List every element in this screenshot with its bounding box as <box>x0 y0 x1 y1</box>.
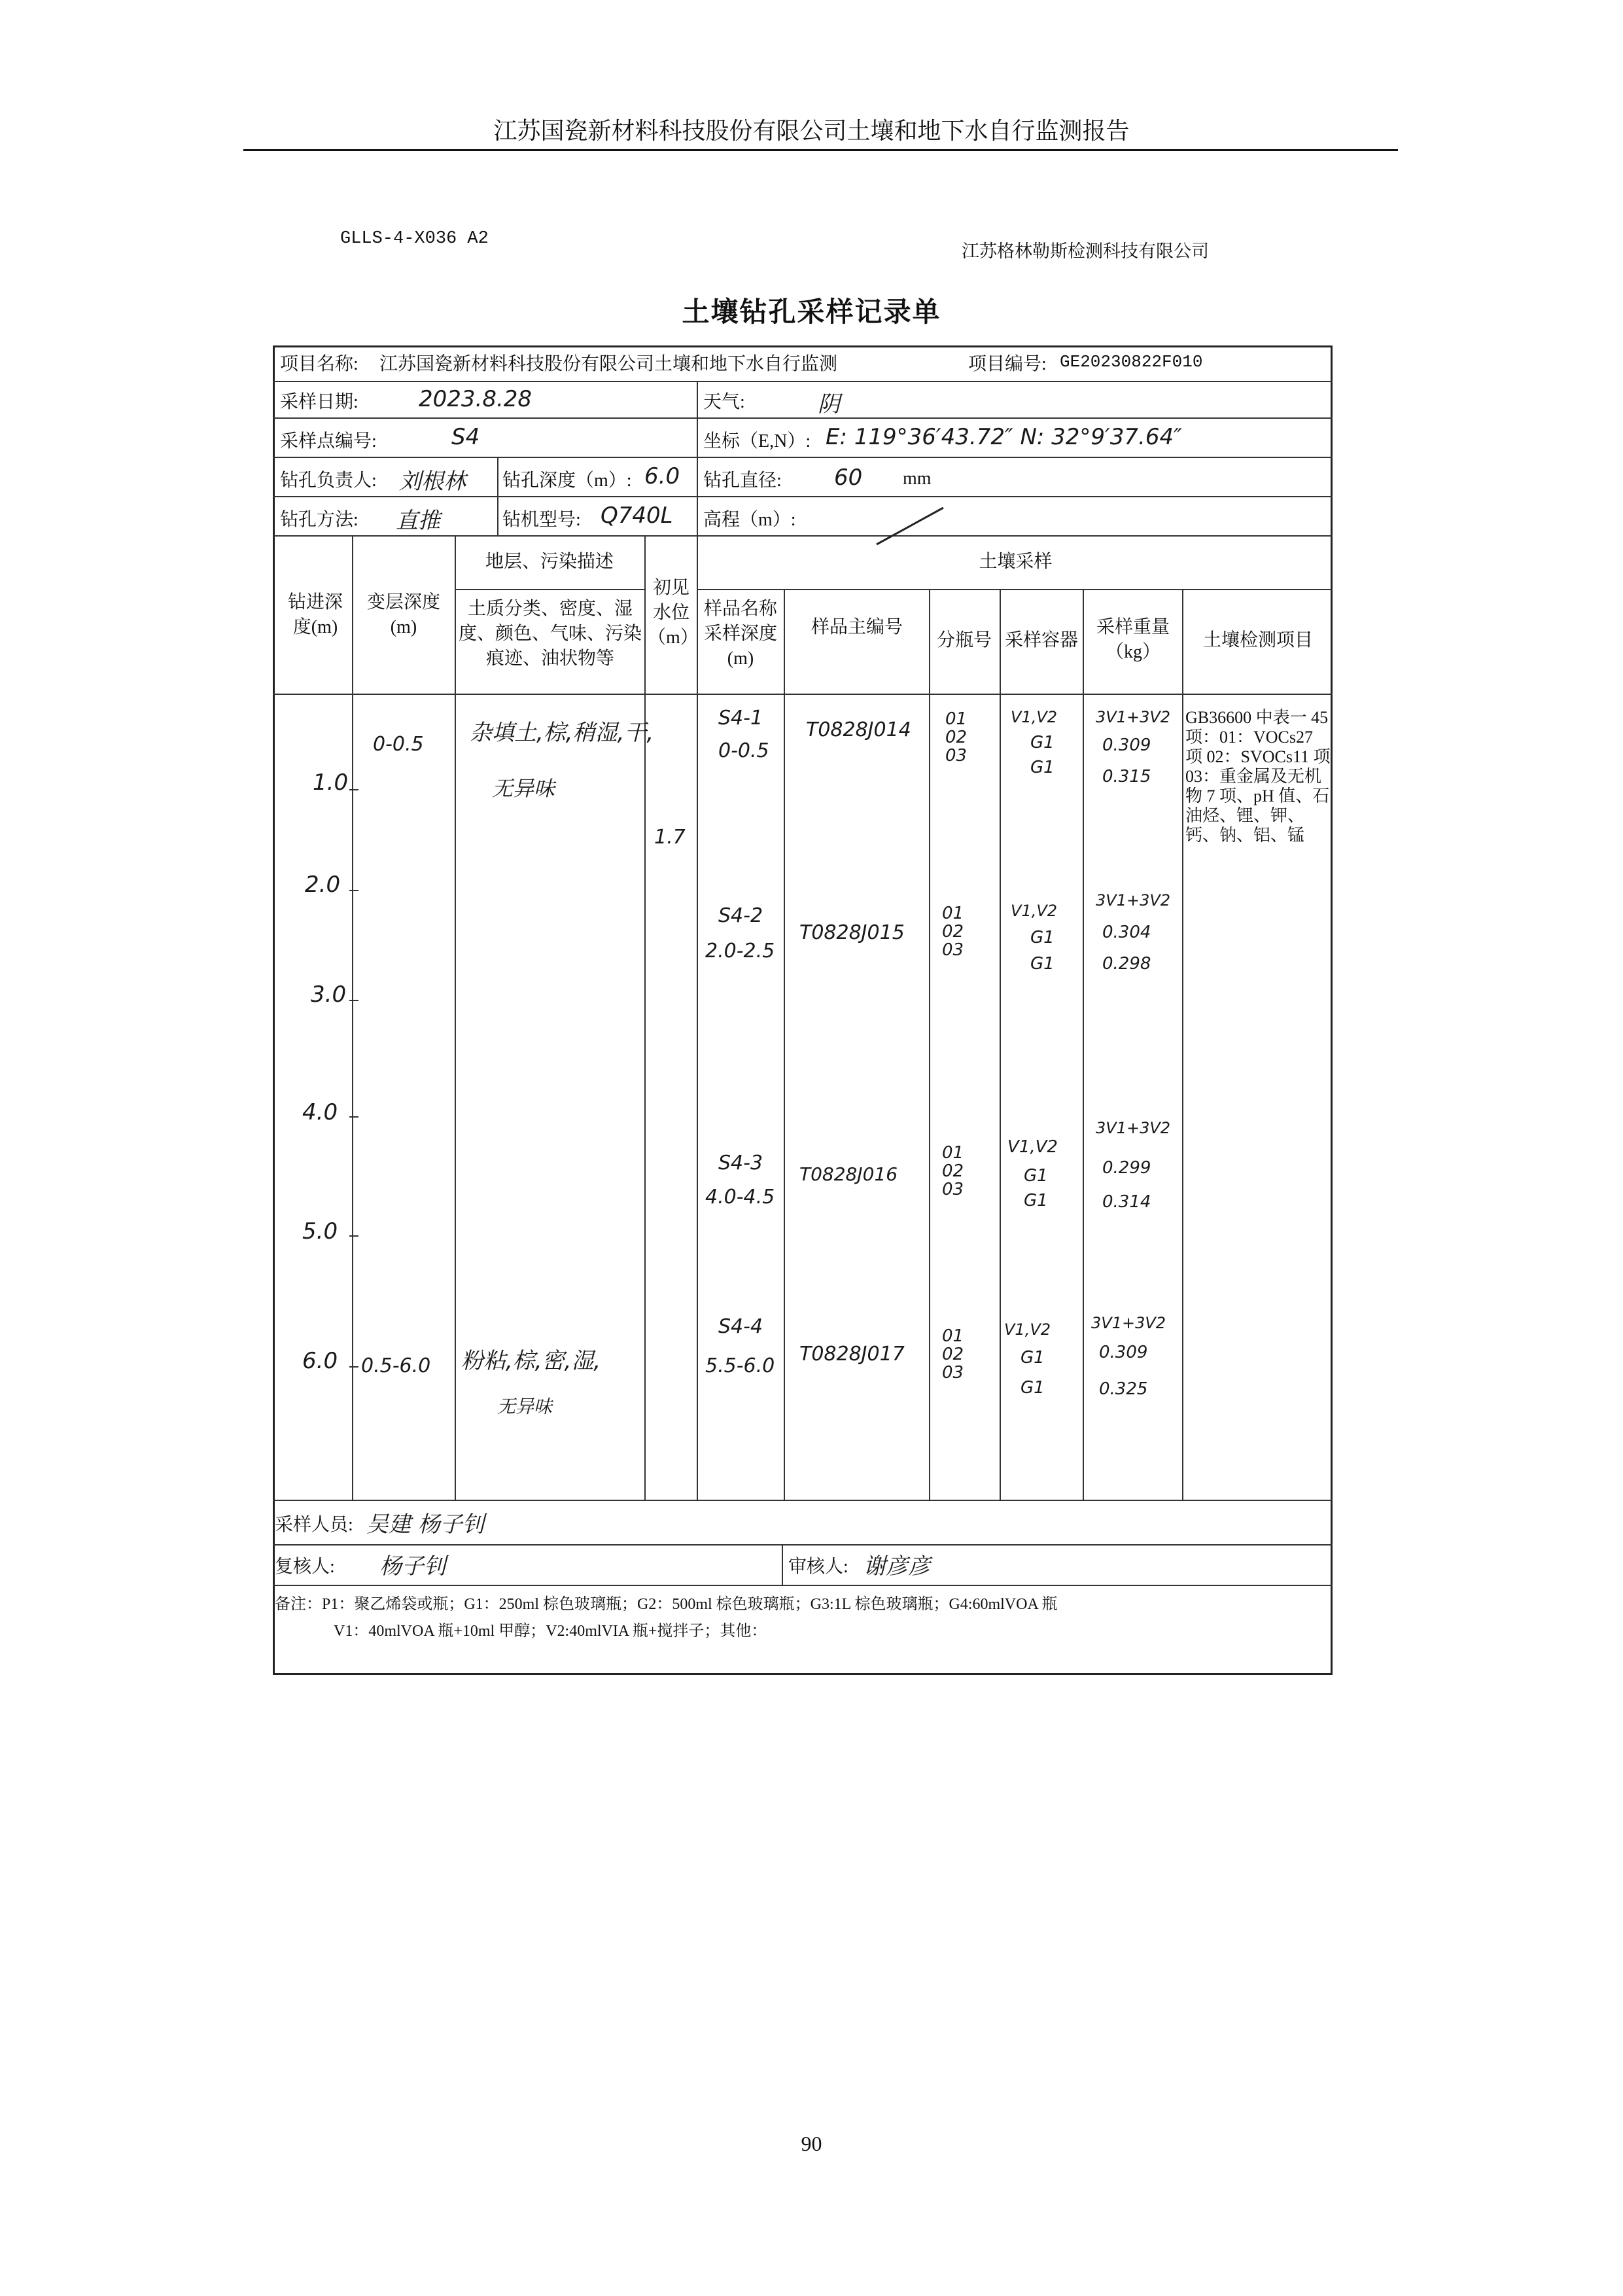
col-line <box>1182 589 1183 1500</box>
row-line <box>273 381 1333 382</box>
form-code: GLLS-4-X036 A2 <box>340 229 489 249</box>
depth-tick: 3.0 <box>311 981 347 1008</box>
weight: 3V1+3V2 <box>1096 1119 1171 1137</box>
col-line <box>929 589 930 1500</box>
col-line <box>497 457 498 535</box>
row-line <box>273 1585 1333 1586</box>
col-strata-desc: 土质分类、密度、湿度、颜色、气味、污染痕迹、油状物等 <box>458 599 642 669</box>
model-label: 钻机型号: <box>502 510 581 530</box>
sample-id: T0828J017 <box>799 1343 905 1366</box>
test-items: GB36600 中表一 45 项：01：VOCs27 项 02：SVOCs11 项 03：重金属及无机物 7 项、pH 值、石油烃、锂、钾、钙、钠、铝、锰 <box>1185 708 1331 845</box>
weight: 3V1+3V2 <box>1096 891 1171 910</box>
bottle-no: 01 <box>942 904 964 923</box>
col-line <box>644 535 646 1500</box>
form-title: 土壤钻孔采样记录单 <box>682 298 941 328</box>
bottle-no: 02 <box>942 922 964 942</box>
container: G1 <box>1030 954 1055 974</box>
depth-tick: 5.0 <box>302 1218 338 1245</box>
col-container: 采样容器 <box>1004 630 1078 650</box>
bottle-no: 01 <box>942 1143 964 1163</box>
weight: 0.314 <box>1102 1192 1151 1212</box>
container: G1 <box>1024 1166 1048 1186</box>
row-line <box>273 1500 1333 1501</box>
layer-desc: 杂填土,棕,稍湿,干, <box>470 720 654 746</box>
sample-name: S4-1 <box>718 707 763 730</box>
weather-value: 阴 <box>818 391 840 417</box>
page-number: 90 <box>801 2132 822 2155</box>
bottle-no: 01 <box>942 1326 964 1346</box>
row-line <box>273 535 1333 537</box>
depth-value: 6.0 <box>644 463 680 489</box>
sample-name: S4-4 <box>718 1315 763 1338</box>
bottle-no: 02 <box>942 1161 964 1181</box>
diameter-label: 钻孔直径: <box>703 470 782 491</box>
col-line <box>1000 589 1001 1500</box>
auditor-label: 审核人: <box>788 1557 848 1577</box>
company-name: 江苏格林勒斯检测科技有限公司 <box>962 241 1209 261</box>
col-drill-depth: 钻进深度(m) <box>287 592 343 637</box>
reviewer: 杨子钊 <box>379 1553 446 1580</box>
container: V1,V2 <box>1011 708 1058 726</box>
layer-range: 0-0.5 <box>373 733 424 756</box>
row-line <box>273 1544 1333 1545</box>
sample-depth: 2.0-2.5 <box>705 940 775 963</box>
weight: 3V1+3V2 <box>1096 708 1171 726</box>
container: V1,V2 <box>1011 902 1058 920</box>
depth-tick: 2.0 <box>305 872 341 898</box>
col-water: 初见水位（m） <box>648 578 699 648</box>
project-name-label: 项目名称: <box>280 354 358 374</box>
bottle-no: 02 <box>945 728 968 747</box>
container: G1 <box>1021 1348 1045 1368</box>
weight: 0.315 <box>1102 767 1151 786</box>
col-strata-group: 地层、污染描述 <box>485 552 614 572</box>
col-line <box>352 535 353 1500</box>
layer-desc: 无异味 <box>497 1396 553 1417</box>
col-line <box>784 589 785 1500</box>
row-line <box>455 589 644 590</box>
col-line <box>697 381 698 535</box>
row-line <box>273 417 1333 419</box>
samplers: 吴建 杨子钊 <box>366 1511 485 1538</box>
container: G1 <box>1030 928 1055 947</box>
elevation-slash <box>870 504 949 550</box>
project-number-label: 项目编号: <box>968 354 1047 374</box>
sampling-date-label: 采样日期: <box>280 392 358 412</box>
row-line <box>273 457 1333 458</box>
sampling-date: 2023.8.28 <box>419 386 532 412</box>
container: V1,V2 <box>1004 1320 1051 1339</box>
depth-tick: 6.0 <box>302 1348 338 1374</box>
sample-depth: 4.0-4.5 <box>705 1186 775 1209</box>
water-level: 1.7 <box>654 826 686 849</box>
reviewer-label: 复核人: <box>275 1557 335 1577</box>
sample-id: T0828J014 <box>806 718 911 741</box>
layer-range: 0.5-6.0 <box>361 1354 431 1377</box>
container: V1,V2 <box>1007 1137 1058 1157</box>
weight: 3V1+3V2 <box>1091 1314 1166 1332</box>
sample-id: T0828J015 <box>799 921 905 944</box>
sampler-label: 采样人员: <box>275 1515 353 1535</box>
weight: 0.325 <box>1099 1379 1148 1399</box>
depth-tick: 1.0 <box>313 769 349 796</box>
bottle-no: 03 <box>942 1363 964 1383</box>
col-line <box>1083 589 1084 1500</box>
layer-desc: 无异味 <box>492 776 555 801</box>
method-value: 直推 <box>396 508 440 534</box>
coord-value: E: 119°36′43.72″ N: 32°9′37.64″ <box>826 424 1182 450</box>
col-weight: 采样重量（kg） <box>1096 617 1170 662</box>
weight: 0.299 <box>1102 1158 1151 1178</box>
col-soil-group: 土壤采样 <box>979 552 1053 572</box>
col-tests: 土壤检测项目 <box>1202 630 1313 650</box>
container: G1 <box>1030 758 1055 777</box>
method-label: 钻孔方法: <box>280 510 358 530</box>
bottle-no: 03 <box>942 1180 964 1199</box>
leader-label: 钻孔负责人: <box>280 470 377 491</box>
elevation-label: 高程（m）: <box>703 510 796 530</box>
page-header: 江苏国瓷新材料科技股份有限公司土壤和地下水自行监测报告 <box>493 118 1130 144</box>
container: G1 <box>1030 733 1055 752</box>
project-name: 江苏国瓷新材料科技股份有限公司土壤和地下水自行监测 <box>379 354 838 374</box>
col-line <box>782 1544 783 1585</box>
notes-line-2: V1：40mlVOA 瓶+10ml 甲醇；V2:40mlVIA 瓶+搅拌子；其他： <box>334 1623 767 1640</box>
bottle-no: 01 <box>945 709 968 729</box>
point-value: S4 <box>451 424 480 450</box>
model-value: Q740L <box>601 503 673 529</box>
col-line <box>455 535 456 1500</box>
diameter-value: 60 <box>834 465 863 491</box>
col-layer-depth: 变层深度(m) <box>366 592 440 637</box>
header-rule <box>243 149 1398 151</box>
row-line <box>697 589 1333 590</box>
col-bottle: 分瓶号 <box>936 630 992 650</box>
col-line <box>697 535 698 1500</box>
sample-depth: 5.5-6.0 <box>705 1354 775 1377</box>
weight: 0.309 <box>1099 1343 1148 1362</box>
col-sample-id: 样品主编号 <box>811 617 903 637</box>
weight: 0.298 <box>1102 954 1151 974</box>
weight: 0.304 <box>1102 923 1151 942</box>
bottle-no: 02 <box>942 1345 964 1364</box>
weight: 0.309 <box>1102 735 1151 755</box>
auditor: 谢彦彦 <box>864 1553 930 1580</box>
depth-label: 钻孔深度（m）: <box>502 470 632 491</box>
col-sample-name: 样品名称采样深度(m) <box>703 599 777 669</box>
sample-depth: 0-0.5 <box>718 739 769 762</box>
bottle-no: 03 <box>945 746 968 766</box>
bottle-no: 03 <box>942 940 964 960</box>
diameter-unit: mm <box>903 468 932 489</box>
container: G1 <box>1021 1378 1045 1398</box>
point-label: 采样点编号: <box>280 431 377 451</box>
weather-label: 天气: <box>703 392 745 412</box>
notes-line-1: 备注：P1：聚乙烯袋或瓶；G1：250ml 棕色玻璃瓶；G2：500ml 棕色玻璃瓶；G3:1L 棕色玻璃瓶；G4:60mlVOA 瓶 <box>275 1596 1058 1613</box>
coord-label: 坐标（E,N）: <box>703 431 811 451</box>
depth-tick: 4.0 <box>302 1099 338 1125</box>
record-form <box>273 345 1333 1675</box>
leader-value: 刘根林 <box>399 468 466 495</box>
row-line <box>273 496 1333 497</box>
sample-name: S4-3 <box>718 1152 763 1174</box>
container: G1 <box>1024 1191 1048 1210</box>
project-number: GE20230822F010 <box>1060 352 1203 372</box>
row-line <box>273 694 1333 695</box>
sample-id: T0828J016 <box>799 1163 898 1185</box>
sample-name: S4-2 <box>718 904 763 927</box>
layer-desc: 粉粘,棕,密,湿, <box>461 1348 601 1374</box>
